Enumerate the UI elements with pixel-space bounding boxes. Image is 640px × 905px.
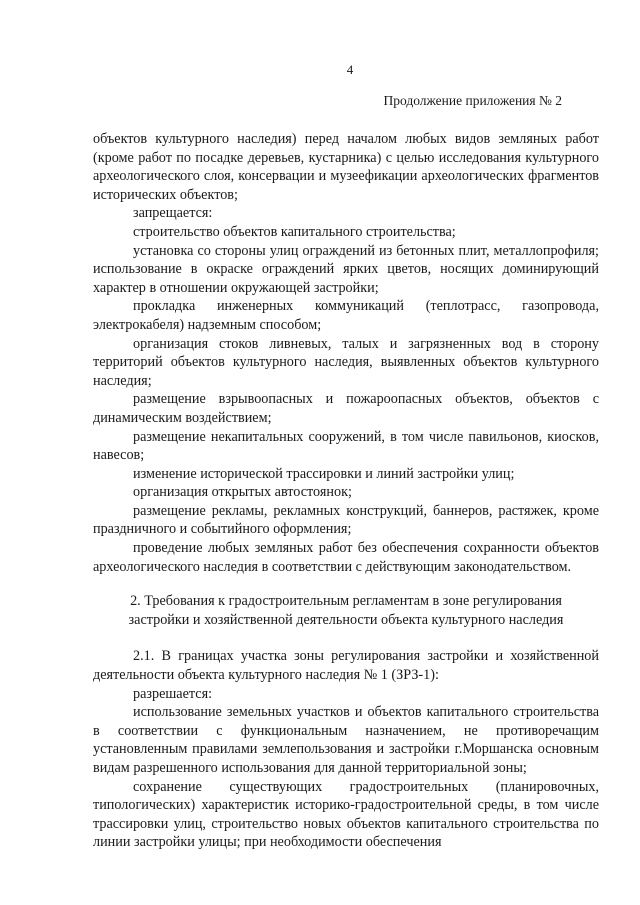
- paragraph: запрещается:: [133, 205, 213, 222]
- paragraph: размещение рекламы, рекламных конструкций, баннеров, растяжек, кроме праздничного и событийного оформления;: [93, 502, 599, 538]
- paragraph: организация открытых автостоянок;: [133, 484, 352, 501]
- paragraph: прокладка инженерных коммуникаций (теплотрасс, газопровода, электрокабеля) надземным способом;: [93, 298, 599, 333]
- paragraph: проведение любых земляных работ без обеспечения сохранности объектов археологического наследия в соответствии с действующим законодательством.: [93, 540, 599, 575]
- paragraph: изменение исторической трассировки и линий застройки улиц;: [133, 465, 515, 482]
- paragraph: установка со стороны улиц ограждений из бетонных плит, металлопрофиля; использование в окраске ограждений ярких цветов, носящих доминирующий характер в отношении окружающей застройки;: [93, 242, 599, 296]
- paragraph: строительство объектов капитального строительства;: [133, 223, 456, 240]
- appendix-continuation-note: Продолжение приложения № 2: [383, 93, 562, 108]
- page-number: 4: [346, 62, 354, 77]
- paragraph: размещение взрывоопасных и пожароопасных объектов, объектов с динамическим воздействием;: [93, 391, 599, 426]
- paragraph: организация стоков ливневых, талых и загрязненных вод в сторону территорий объектов культурного наследия, выявленных объектов культурного наследия;: [93, 335, 599, 389]
- paragraph: 2.1. В границах участка зоны регулирования застройки и хозяйственной деятельности объекта культурного наследия № 1 (ЗРЗ-1):: [93, 648, 599, 684]
- paragraph: использование земельных участков и объектов капитального строительства в соответствии с функциональным назначением, не противоречащим установленным правилами землепользования и застройки г.Моршанска основным видам разрешенного использования для данной территориальной зоны;: [93, 704, 599, 776]
- paragraph: размещение некапитальных сооружений, в том числе павильонов, киосков, навесов;: [93, 428, 599, 464]
- document-body: [93, 130, 599, 852]
- section-heading: 2. Требования к градостроительным регламентам в зоне регулирования застройки и хозяйственной деятельности объекта культурного наследия: [128, 593, 564, 628]
- paragraph: объектов культурного наследия) перед началом любых видов земляных работ (кроме работ по посадке деревьев, кустарника) с целью исследования культурного археологического слоя, консервации и музеефикации археологических фрагментов исторических объектов;: [93, 131, 599, 203]
- paragraph: сохранение существующих градостроительных (планировочных, типологических) характеристик историко-градостроительной среды, в том числе трассировки улиц, строительство новых объектов капитального строительства по линии застройки улицы; при необходимости обеспечения: [93, 778, 599, 851]
- paragraph: разрешается:: [133, 685, 213, 702]
